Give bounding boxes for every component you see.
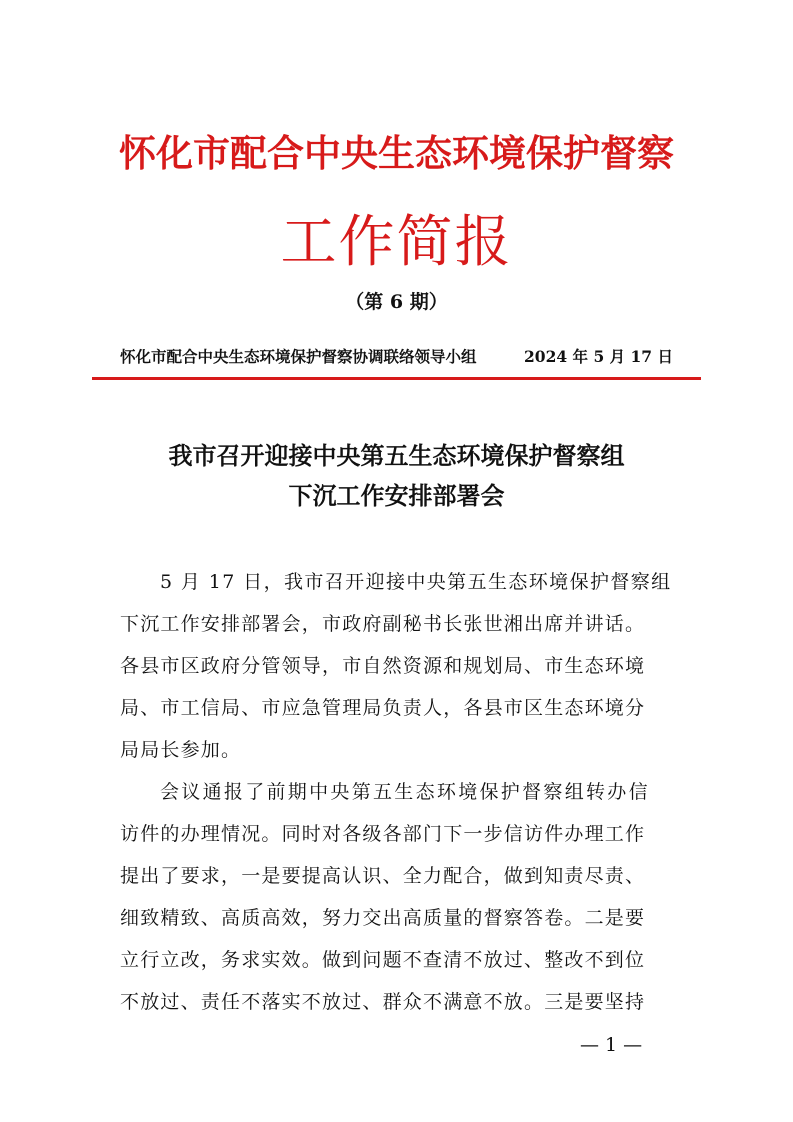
headline-line: 我市召开迎接中央第五生态环境保护督察组 [168, 441, 625, 470]
red-divider [92, 377, 701, 380]
body-line: 局、市工信局、市应急管理局负责人，各县市区生态环境分 [120, 697, 646, 719]
issuer-organization: 怀化市配合中央生态环境保护督察协调联络领导小组 [120, 347, 477, 366]
body-line: 提出了要求，一是要提高认识、全力配合，做到知责尽责、 [120, 865, 646, 887]
body-line: 局局长参加。 [120, 739, 242, 761]
body-line: 立行立改，务求实效。做到问题不查清不放过、整改不到位 [120, 949, 646, 971]
body-line: 各县市区政府分管领导，市自然资源和规划局、市生态环境 [120, 655, 646, 677]
body-line: 细致精致、高质高效，努力交出高质量的督察答卷。二是要 [120, 907, 646, 929]
body-line: 访件的办理情况。同时对各级各部门下一步信访件办理工作 [120, 823, 646, 845]
masthead-subtitle: 工作简报 [280, 210, 513, 275]
page-number: — 1 — [580, 1034, 643, 1056]
issue-number: （第 6 期） [345, 291, 448, 313]
issue-date: 2024 年 5 月 17 日 [524, 347, 673, 366]
body-line: 不放过、责任不落实不放过、群众不满意不放。三是要坚持 [120, 991, 646, 1013]
body-line: 下沉工作安排部署会，市政府副秘书长张世湘出席并讲话。 [120, 613, 646, 635]
body-line: 会议通报了前期中央第五生态环境保护督察组转办信 [160, 781, 650, 803]
body-line: 5 月 17 日，我市召开迎接中央第五生态环境保护督察组 [160, 571, 672, 593]
headline-line: 下沉工作安排部署会 [288, 481, 505, 510]
issuer-line [120, 344, 673, 370]
masthead-title: 怀化市配合中央生态环境保护督察 [119, 131, 674, 175]
